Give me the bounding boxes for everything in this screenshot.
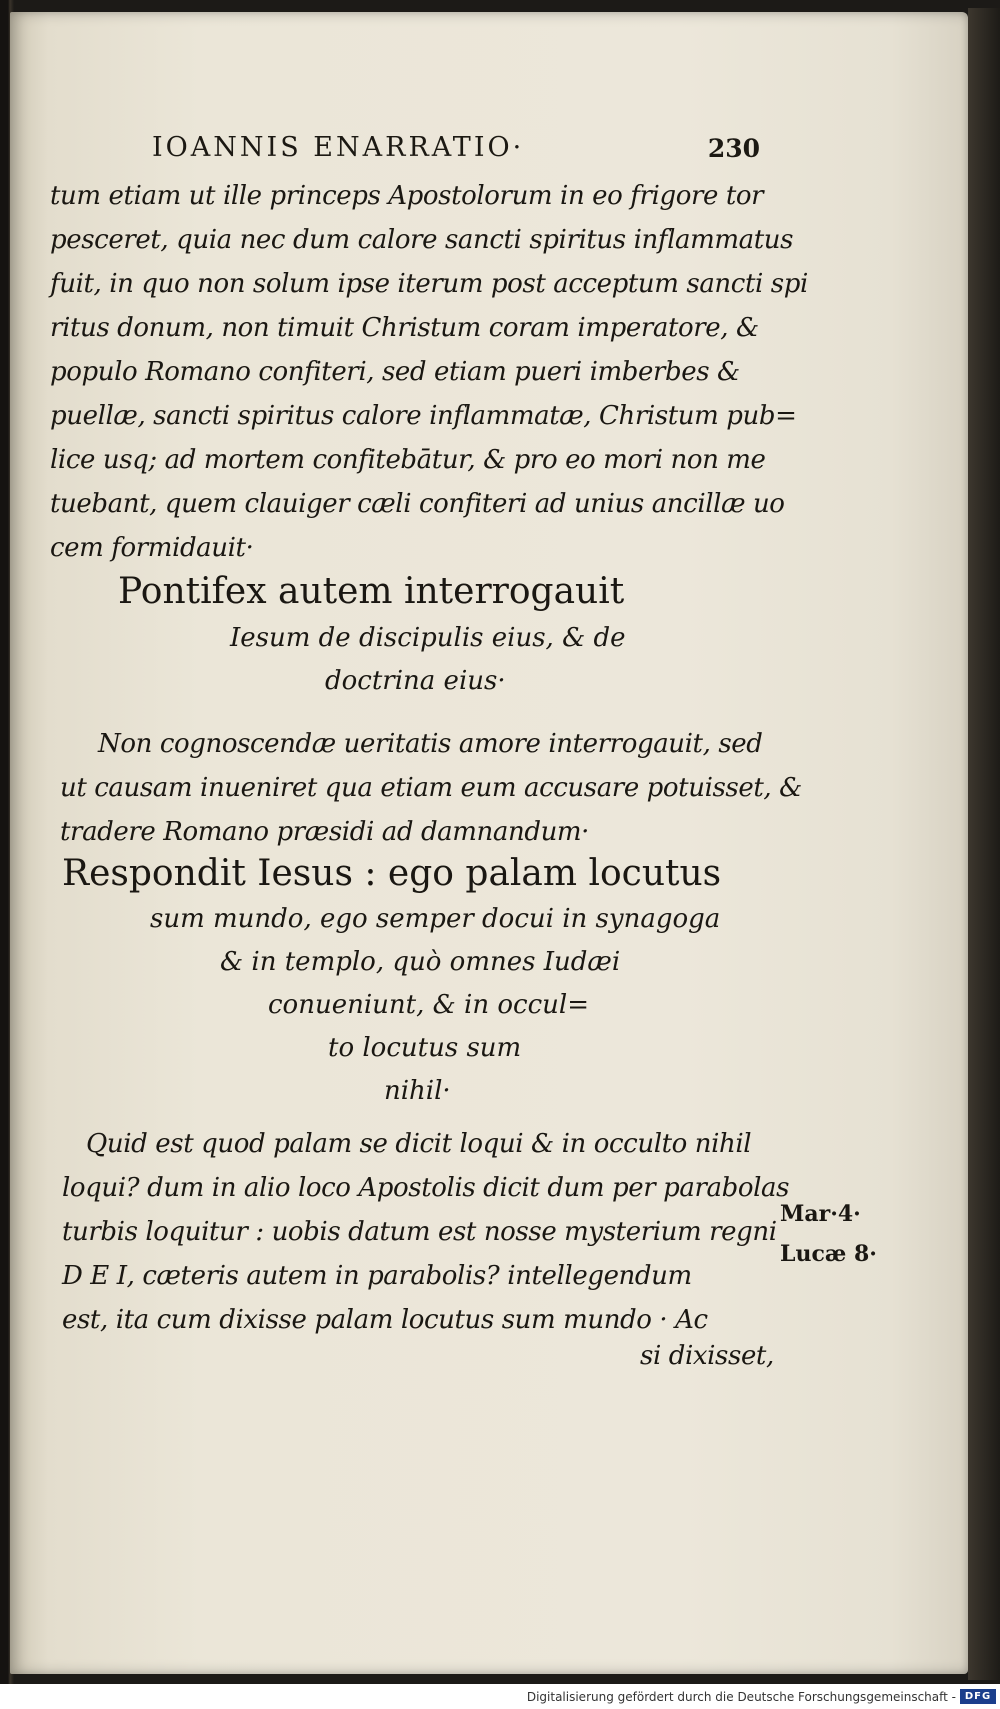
- text-line: D E I, cæteris autem in parabolis? intellegendum: [62, 1261, 692, 1291]
- marginal-notes: [780, 1194, 877, 1274]
- funding-credit: Digitalisierung gefördert durch die Deutsche Forschungsgemeinschaft -: [526, 1690, 956, 1704]
- lemma-2-line-5: [384, 1070, 451, 1113]
- catchword: [640, 1334, 774, 1378]
- book-edge: [968, 8, 1000, 1680]
- paragraph-2: [60, 722, 802, 854]
- text-line: puellæ, sancti spiritus calore inflammatæ, Christum pub=: [50, 401, 797, 431]
- marginal-note: Lucæ 8·: [780, 1241, 877, 1267]
- running-title: IOANNIS ENARRATIO·: [152, 132, 525, 163]
- text-line: ritus donum, non timuit Christum coram imperatore, &: [50, 313, 759, 343]
- lemma-1: [118, 568, 624, 616]
- lemma-line: Iesum de discipulis eius, & de: [230, 623, 626, 653]
- text-line: ut causam inueniret qua etiam eum accusare potuisset, &: [60, 773, 802, 803]
- marginal-note: Mar·4·: [780, 1201, 861, 1227]
- page-header: [130, 132, 760, 176]
- lemma-title: Pontifex autem interrogauit: [118, 571, 625, 612]
- text-line: tradere Romano præsidi ad damnandum·: [60, 817, 590, 847]
- bleed-through: [210, 72, 218, 100]
- lemma-1-line-1: [230, 617, 626, 660]
- paragraph-3: [62, 1122, 789, 1342]
- text-line: tum etiam ut ille princeps Apostolorum in eo frigore tor: [50, 181, 764, 211]
- lemma-2: [62, 850, 721, 898]
- lemma-2-line-4: [328, 1027, 521, 1070]
- lemma-line: to locutus sum: [328, 1033, 522, 1063]
- text-line: turbis loquitur : uobis datum est nosse mysterium regni: [62, 1217, 777, 1247]
- text-line: populo Romano confiteri, sed etiam pueri imberbes &: [50, 357, 740, 387]
- lemma-2-line-3: [268, 984, 589, 1027]
- lemma-2-line-1: [150, 898, 720, 941]
- lemma-1-line-2: [325, 660, 506, 703]
- lemma-line: nihil·: [384, 1076, 451, 1106]
- page-number: 230: [707, 134, 760, 163]
- lemma-line: conueniunt, & in occul=: [268, 990, 589, 1020]
- text-line: est, ita cum dixisse palam locutus sum mundo · Ac: [62, 1305, 708, 1335]
- book-page: [10, 12, 968, 1674]
- lemma-line: sum mundo, ego semper docui in synagoga: [150, 904, 721, 934]
- paragraph-1: [50, 174, 808, 570]
- catchword-text: si dixisset,: [640, 1341, 774, 1371]
- text-line: loqui? dum in alio loco Apostolis dicit dum per parabolas: [62, 1173, 790, 1203]
- lemma-line: doctrina eius·: [325, 666, 506, 696]
- text-line: lice usq; ad mortem confitebātur, & pro eo mori non me: [50, 445, 766, 475]
- text-line: Non cognoscendæ ueritatis amore interrogauit, sed: [98, 729, 763, 759]
- dfg-logo: DFG: [960, 1689, 996, 1704]
- text-line: cem formidauit·: [50, 533, 254, 563]
- lemma-line: & in templo, quò omnes Iudæi: [220, 947, 621, 977]
- text-line: tuebant, quem clauiger cæli confiteri ad unius ancillæ uo: [50, 489, 785, 519]
- lemma-title: Respondit Iesus : ego palam locutus: [62, 853, 722, 894]
- text-line: Quid est quod palam se dicit loqui & in occulto nihil: [86, 1129, 752, 1159]
- text-line: pesceret, quia nec dum calore sancti spiritus inflammatus: [50, 225, 794, 255]
- text-line: fuit, in quo non solum ipse iterum post acceptum sancti spi: [50, 269, 808, 299]
- lemma-2-line-2: [220, 941, 620, 984]
